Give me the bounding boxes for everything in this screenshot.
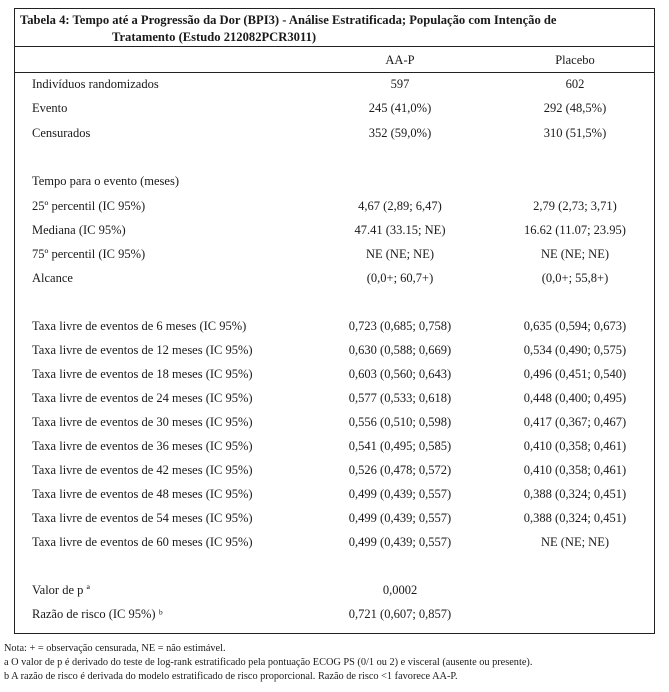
table-row bbox=[0, 171, 669, 191]
row-label: Taxa livre de eventos de 48 meses (IC 95%) bbox=[32, 487, 253, 501]
placebo-value: (0,0+; 55,8+) bbox=[541, 271, 609, 285]
aa-p-value: 597 bbox=[390, 77, 410, 91]
table-row bbox=[0, 196, 669, 216]
placebo-value: 0,410 (0,358; 0,461) bbox=[523, 463, 627, 477]
row-label: Valor de p ª bbox=[32, 583, 90, 597]
column-header-placebo: Placebo bbox=[555, 53, 595, 67]
footnote-b: b A razão de risco é derivada do modelo estratificado de risco proporcional. Razão de risco <1 favorece AA-P. bbox=[4, 671, 458, 682]
placebo-value: 0,410 (0,358; 0,461) bbox=[523, 439, 627, 453]
header-divider bbox=[14, 72, 655, 73]
row-label: Mediana (IC 95%) bbox=[32, 223, 126, 237]
aa-p-value: 0,499 (0,439; 0,557) bbox=[348, 535, 452, 549]
aa-p-value: 47.41 (33.15; NE) bbox=[354, 223, 446, 237]
table-row bbox=[0, 604, 669, 624]
row-label: Razão de risco (IC 95%) ᵇ bbox=[32, 607, 163, 621]
row-label: Taxa livre de eventos de 12 meses (IC 95%) bbox=[32, 343, 253, 357]
aa-p-value: (0,0+; 60,7+) bbox=[366, 271, 434, 285]
table-row bbox=[0, 388, 669, 408]
table-row bbox=[0, 532, 669, 552]
title-divider bbox=[14, 46, 655, 47]
placebo-value: 2,79 (2,73; 3,71) bbox=[533, 199, 617, 213]
placebo-value: 16.62 (11.07; 23.95) bbox=[524, 223, 626, 237]
footnote-note: Nota: + = observação censurada, NE = não estimável. bbox=[4, 643, 226, 654]
aa-p-value: 0,603 (0,560; 0,643) bbox=[348, 367, 452, 381]
placebo-value: 0,388 (0,324; 0,451) bbox=[523, 511, 627, 525]
aa-p-value: 0,630 (0,588; 0,669) bbox=[348, 343, 452, 357]
row-label: Evento bbox=[32, 101, 68, 115]
row-label: Taxa livre de eventos de 6 meses (IC 95%) bbox=[32, 319, 247, 333]
aa-p-value: 0,556 (0,510; 0,598) bbox=[348, 415, 452, 429]
row-label: Alcance bbox=[32, 271, 73, 285]
aa-p-value: 245 (41,0%) bbox=[368, 101, 432, 115]
row-label: 25º percentil (IC 95%) bbox=[32, 199, 146, 213]
placebo-value: 292 (48,5%) bbox=[543, 101, 607, 115]
aa-p-value: 352 (59,0%) bbox=[368, 126, 432, 140]
table-row bbox=[0, 268, 669, 288]
table-row bbox=[0, 508, 669, 528]
row-label: Taxa livre de eventos de 24 meses (IC 95%) bbox=[32, 391, 253, 405]
table-row bbox=[0, 412, 669, 432]
row-label: Taxa livre de eventos de 42 meses (IC 95%) bbox=[32, 463, 253, 477]
placebo-value: 0,388 (0,324; 0,451) bbox=[523, 487, 627, 501]
aa-p-value: 0,499 (0,439; 0,557) bbox=[348, 487, 452, 501]
table-row bbox=[0, 74, 669, 94]
row-label: Taxa livre de eventos de 30 meses (IC 95%) bbox=[32, 415, 253, 429]
aa-p-value: 0,577 (0,533; 0,618) bbox=[348, 391, 452, 405]
aa-p-value: NE (NE; NE) bbox=[365, 247, 435, 261]
table-row bbox=[0, 460, 669, 480]
placebo-value: 310 (51,5%) bbox=[543, 126, 607, 140]
table-row bbox=[0, 316, 669, 336]
row-label: 75º percentil (IC 95%) bbox=[32, 247, 146, 261]
placebo-value: NE (NE; NE) bbox=[540, 247, 610, 261]
aa-p-value: 0,721 (0,607; 0,857) bbox=[348, 607, 452, 621]
placebo-value: NE (NE; NE) bbox=[540, 535, 610, 549]
table-row bbox=[0, 244, 669, 264]
table-row bbox=[0, 364, 669, 384]
table-row bbox=[0, 98, 669, 118]
table-row bbox=[0, 123, 669, 143]
column-header-row bbox=[0, 50, 669, 70]
aa-p-value: 0,499 (0,439; 0,557) bbox=[348, 511, 452, 525]
row-label: Censurados bbox=[32, 126, 91, 140]
table-title bbox=[20, 12, 650, 46]
placebo-value: 0,417 (0,367; 0,467) bbox=[523, 415, 627, 429]
placebo-value: 0,534 (0,490; 0,575) bbox=[523, 343, 627, 357]
column-header-aa-p: AA-P bbox=[385, 53, 415, 67]
table-title-line-2: Tratamento (Estudo 212082PCR3011) bbox=[112, 30, 317, 44]
row-label: Taxa livre de eventos de 60 meses (IC 95%) bbox=[32, 535, 253, 549]
placebo-value: 0,635 (0,594; 0,673) bbox=[523, 319, 627, 333]
table-row bbox=[0, 580, 669, 600]
table-bottom-rule bbox=[14, 633, 655, 634]
aa-p-value: 0,0002 bbox=[382, 583, 418, 597]
placebo-value: 0,496 (0,451; 0,540) bbox=[523, 367, 627, 381]
table-row bbox=[0, 220, 669, 240]
aa-p-value: 0,723 (0,685; 0,758) bbox=[348, 319, 452, 333]
row-label: Taxa livre de eventos de 36 meses (IC 95%) bbox=[32, 439, 253, 453]
table-row bbox=[0, 436, 669, 456]
footnote-a: a O valor de p é derivado do teste de log-rank estratificado pela pontuação ECOG PS (0/1 ou 2) e visceral (ausente ou presente). bbox=[4, 657, 533, 668]
row-label: Taxa livre de eventos de 18 meses (IC 95%) bbox=[32, 367, 253, 381]
aa-p-value: 0,541 (0,495; 0,585) bbox=[348, 439, 452, 453]
placebo-value: 0,448 (0,400; 0,495) bbox=[523, 391, 627, 405]
row-label: Tempo para o evento (meses) bbox=[32, 174, 179, 188]
aa-p-value: 4,67 (2,89; 6,47) bbox=[358, 199, 442, 213]
table-title-line-1: Tabela 4: Tempo até a Progressão da Dor (BPI3) - Análise Estratificada; População com Intenção de bbox=[20, 13, 557, 27]
table-row bbox=[0, 340, 669, 360]
aa-p-value: 0,526 (0,478; 0,572) bbox=[348, 463, 452, 477]
row-label: Taxa livre de eventos de 54 meses (IC 95%) bbox=[32, 511, 253, 525]
placebo-value: 602 bbox=[565, 77, 585, 91]
row-label: Indivíduos randomizados bbox=[32, 77, 159, 91]
table-row bbox=[0, 484, 669, 504]
